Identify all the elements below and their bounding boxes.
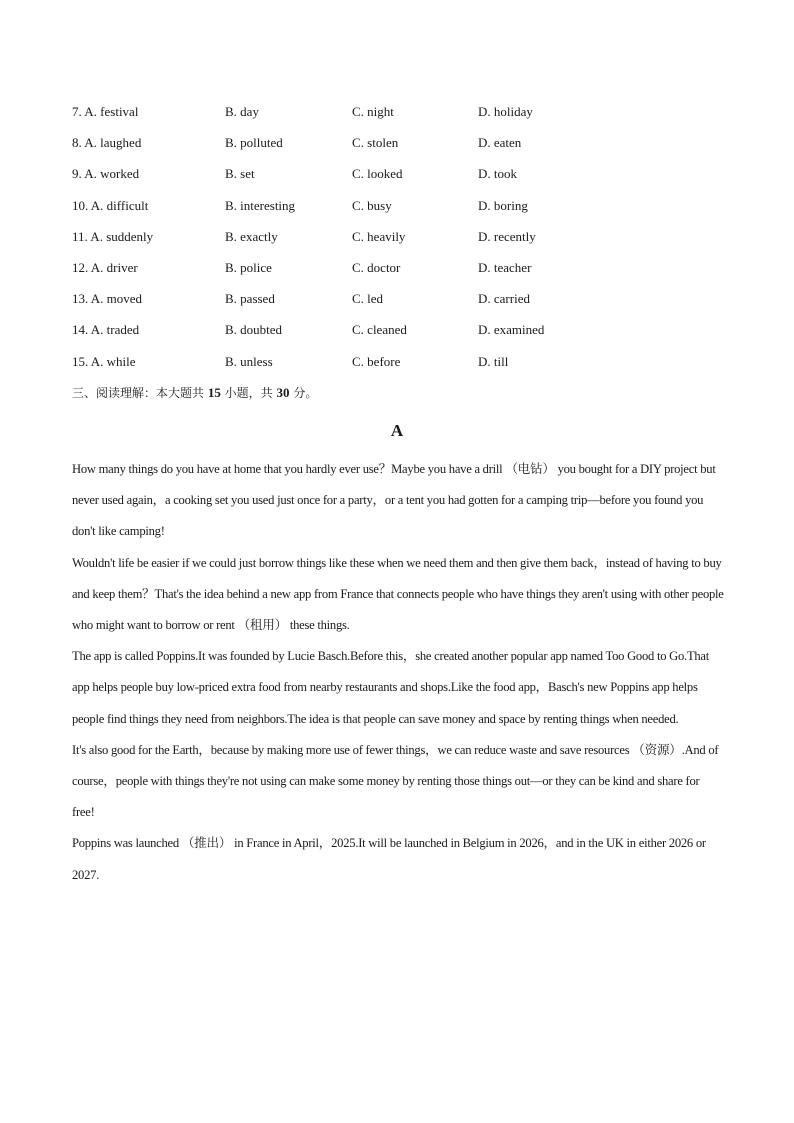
- option-c: C. heavily: [352, 228, 406, 244]
- option-d: D. eaten: [478, 135, 522, 151]
- option-d: D. holiday: [478, 104, 533, 119]
- option-d: D. recently: [478, 228, 536, 244]
- option-c: C. before: [352, 353, 401, 369]
- question-14-options: [72, 319, 672, 350]
- option-b: B. exactly: [225, 228, 278, 244]
- option-c: C. looked: [352, 166, 403, 182]
- passage-paragraph: How many things do you have at home that you hardly ever use？Maybe you have a drill （电钻） you bought for a DIY project but never used again，a cooking set you used just once for a party，or a tent you had gotten for a camping trip—before you found you don't like camping!: [72, 462, 716, 539]
- option-b: B. police: [225, 259, 272, 275]
- option-a: 15. A. while: [72, 353, 136, 369]
- option-c: C. stolen: [352, 135, 399, 151]
- question-15-options: [72, 351, 672, 382]
- question-9-options: [72, 163, 672, 194]
- reading-passage: [72, 454, 724, 891]
- option-a: 14. A. traded: [72, 322, 140, 338]
- option-d: D. examined: [478, 322, 545, 338]
- question-7-options: [72, 101, 672, 132]
- option-b: B. day: [225, 104, 259, 119]
- passage-title: A: [390, 421, 404, 440]
- option-a: 8. A. laughed: [72, 135, 142, 151]
- option-a: 13. A. moved: [72, 291, 143, 307]
- option-a: 10. A. difficult: [72, 197, 149, 213]
- option-b: B. polluted: [225, 135, 283, 151]
- option-b: B. passed: [225, 291, 275, 307]
- total-score: 30: [276, 385, 290, 400]
- option-c: C. cleaned: [352, 322, 407, 338]
- option-a: 11. A. suddenly: [72, 228, 154, 244]
- option-d: D. till: [478, 353, 509, 369]
- section-middle: 小题，共: [224, 386, 273, 400]
- answer-choices: [72, 101, 672, 382]
- option-d: D. boring: [478, 197, 528, 213]
- option-b: B. unless: [225, 353, 273, 369]
- option-a: 9. A. worked: [72, 166, 140, 182]
- question-10-options: [72, 195, 672, 226]
- option-b: B. set: [225, 166, 255, 182]
- section-heading: [72, 383, 317, 403]
- option-a: 12. A. driver: [72, 259, 138, 275]
- option-b: B. interesting: [225, 197, 296, 213]
- question-13-options: [72, 288, 672, 319]
- option-c: C. busy: [352, 197, 392, 213]
- option-d: D. teacher: [478, 259, 532, 275]
- question-8-options: [72, 132, 672, 163]
- option-c: C. night: [352, 104, 394, 119]
- option-c: C. led: [352, 291, 384, 307]
- passage-paragraph: The app is called Poppins.It was founded by Lucie Basch.Before this，she created another popular app named Too Good to Go.That app helps people buy low-priced extra food from nearby restaurants and shops.Like the food app，Basch's new Poppins app helps people find things they need from neighbors.The idea is that people can save money and space by renting things when needed.: [72, 649, 710, 726]
- passage-paragraph: Poppins was launched （推出） in France in April，2025.It will be launched in Belgium in 2026，and in the UK in either 2026 or 2027.: [72, 836, 706, 882]
- passage-paragraph: Wouldn't life be easier if we could just borrow things like these when we need them and then give them back，instead of having to buy and keep them？That's the idea behind a new app from France that connects people who have things they aren't using with other people who might want to borrow or rent （租用） these things.: [72, 555, 724, 633]
- section-suffix: 分。: [293, 386, 318, 400]
- question-count: 15: [207, 385, 221, 400]
- question-11-options: [72, 226, 672, 257]
- option-b: B. doubted: [225, 322, 283, 338]
- option-d: D. carried: [478, 291, 530, 307]
- option-a: 7. A. festival: [72, 104, 139, 119]
- question-12-options: [72, 257, 672, 288]
- passage-paragraph: It's also good for the Earth，because by making more use of fewer things，we can reduce waste and save resources （资源）.And of course，people with things they're not using can make some money by renting those things out—or they can be kind and share for free!: [72, 742, 719, 820]
- section-prefix: 三、阅读理解：本大题共: [72, 386, 205, 400]
- option-d: D. took: [478, 166, 517, 182]
- option-c: C. doctor: [352, 259, 401, 275]
